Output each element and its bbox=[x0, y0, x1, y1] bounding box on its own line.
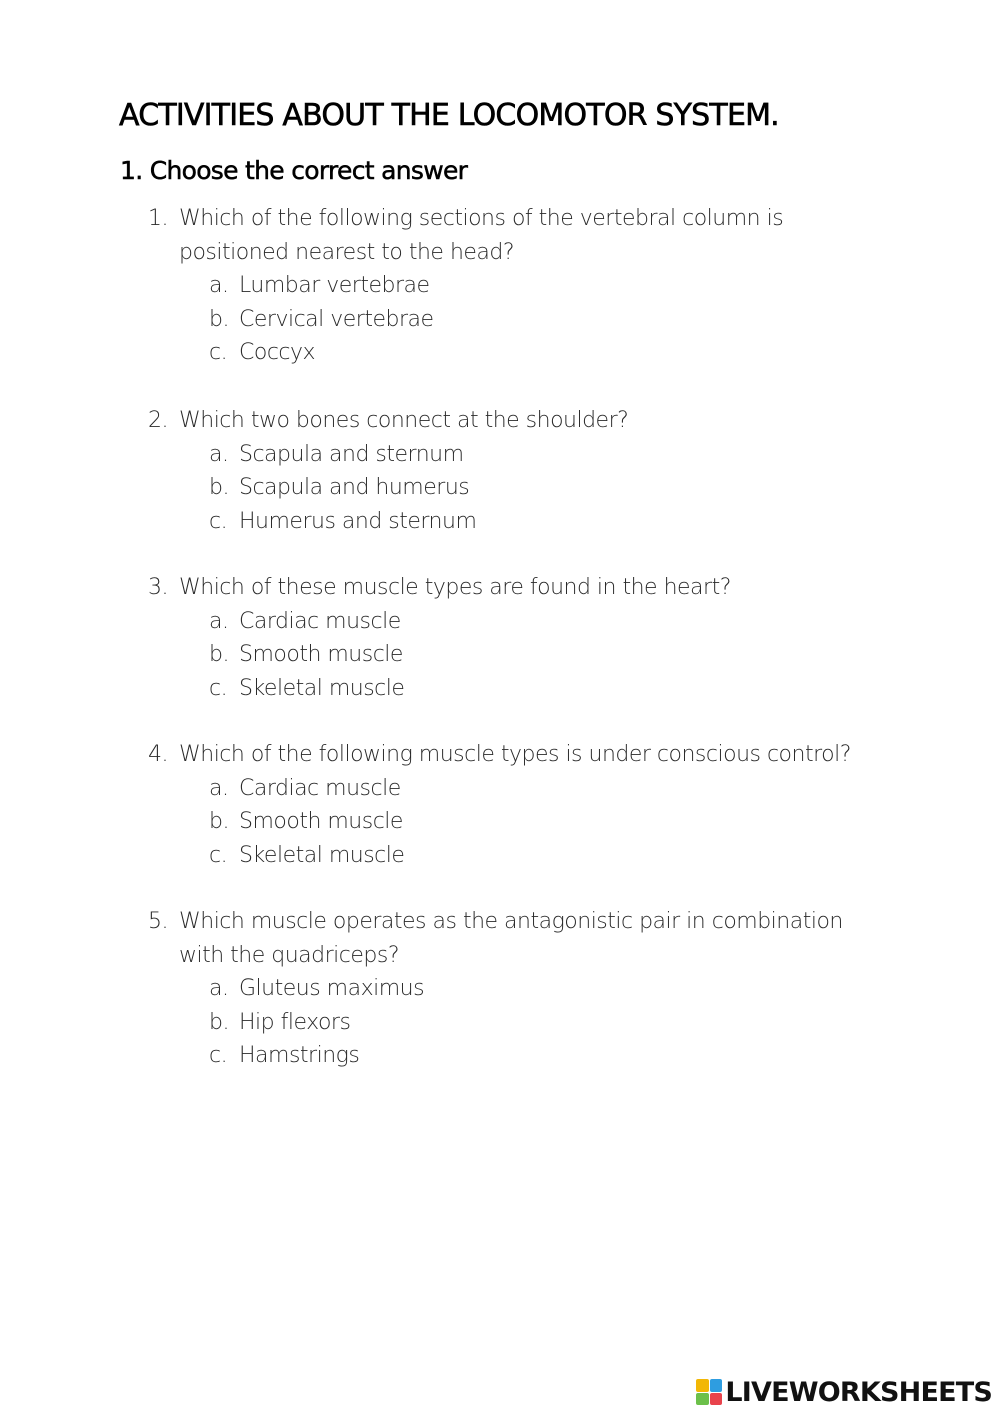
option-letter: b. bbox=[209, 306, 229, 332]
answer-option[interactable] bbox=[209, 805, 868, 839]
option-text: Scapula and humerus bbox=[239, 475, 470, 500]
question-2 bbox=[148, 404, 868, 538]
question-3 bbox=[148, 571, 868, 705]
question-text: Which of the following muscle types is under conscious control? bbox=[179, 742, 851, 767]
question-number: 1. bbox=[148, 206, 168, 231]
option-letter: c. bbox=[209, 508, 228, 534]
option-letter: a. bbox=[209, 441, 229, 467]
option-text: Skeletal muscle bbox=[239, 842, 405, 868]
answer-option[interactable] bbox=[209, 972, 868, 1006]
option-text: Cardiac muscle bbox=[239, 775, 401, 801]
answer-option[interactable] bbox=[209, 471, 868, 505]
option-text: Smooth muscle bbox=[239, 809, 403, 834]
option-letter: c. bbox=[209, 675, 228, 701]
option-letter: b. bbox=[209, 809, 229, 834]
option-text: Cervical vertebrae bbox=[239, 306, 434, 332]
answer-option[interactable] bbox=[209, 839, 868, 873]
brand-text: LIVEWORKSHEETS bbox=[725, 1376, 992, 1408]
question-text: Which of these muscle types are found in the heart? bbox=[179, 575, 731, 600]
option-text: Coccyx bbox=[239, 340, 316, 365]
answer-option[interactable] bbox=[209, 1006, 868, 1040]
option-letter: c. bbox=[209, 842, 228, 868]
option-letter: b. bbox=[209, 1009, 229, 1035]
option-text: Gluteus maximus bbox=[239, 976, 425, 1001]
question-text: Which two bones connect at the shoulder? bbox=[179, 408, 629, 433]
option-letter: c. bbox=[209, 1043, 228, 1068]
answer-option[interactable] bbox=[209, 438, 868, 472]
option-text: Humerus and sternum bbox=[239, 508, 477, 534]
logo-square-3 bbox=[696, 1393, 709, 1406]
question-number: 4. bbox=[148, 742, 168, 767]
page-title: ACTIVITIES ABOUT THE LOCOMOTOR SYSTEM. bbox=[119, 98, 779, 133]
option-letter: b. bbox=[209, 475, 229, 500]
answer-option[interactable] bbox=[209, 303, 868, 337]
question-text: Which muscle operates as the antagonistic pair in combination with the quadriceps? bbox=[179, 909, 843, 968]
answer-option[interactable] bbox=[209, 1039, 868, 1073]
option-text: Lumbar vertebrae bbox=[239, 273, 430, 298]
option-text: Hamstrings bbox=[239, 1043, 360, 1068]
answer-option[interactable] bbox=[209, 269, 868, 303]
option-letter: a. bbox=[209, 273, 229, 298]
question-number: 2. bbox=[148, 408, 168, 433]
question-4 bbox=[148, 738, 868, 872]
option-text: Skeletal muscle bbox=[239, 675, 405, 701]
liveworksheets-logo-icon bbox=[696, 1379, 722, 1405]
answer-option[interactable] bbox=[209, 772, 868, 806]
answer-option[interactable] bbox=[209, 638, 868, 672]
question-number: 3. bbox=[148, 575, 168, 600]
question-5 bbox=[148, 905, 868, 1073]
option-letter: a. bbox=[209, 775, 229, 801]
liveworksheets-brand bbox=[696, 1377, 992, 1407]
option-text: Scapula and sternum bbox=[239, 441, 464, 467]
answer-option[interactable] bbox=[209, 605, 868, 639]
answer-option[interactable] bbox=[209, 672, 868, 706]
option-text: Cardiac muscle bbox=[239, 608, 401, 634]
logo-square-4 bbox=[710, 1393, 723, 1406]
option-letter: c. bbox=[209, 340, 228, 365]
option-text: Hip flexors bbox=[239, 1009, 351, 1035]
question-1 bbox=[148, 202, 868, 370]
answer-option[interactable] bbox=[209, 336, 868, 370]
question-number: 5. bbox=[148, 909, 168, 934]
logo-square-2 bbox=[710, 1379, 723, 1392]
question-text: Which of the following sections of the vertebral column is positioned nearest to the head? bbox=[179, 206, 784, 265]
option-letter: a. bbox=[209, 976, 229, 1001]
logo-square-1 bbox=[696, 1379, 709, 1392]
answer-option[interactable] bbox=[209, 505, 868, 539]
option-letter: a. bbox=[209, 608, 229, 634]
option-text: Smooth muscle bbox=[239, 642, 403, 667]
section-heading: 1. Choose the correct answer bbox=[120, 156, 468, 185]
option-letter: b. bbox=[209, 642, 229, 667]
